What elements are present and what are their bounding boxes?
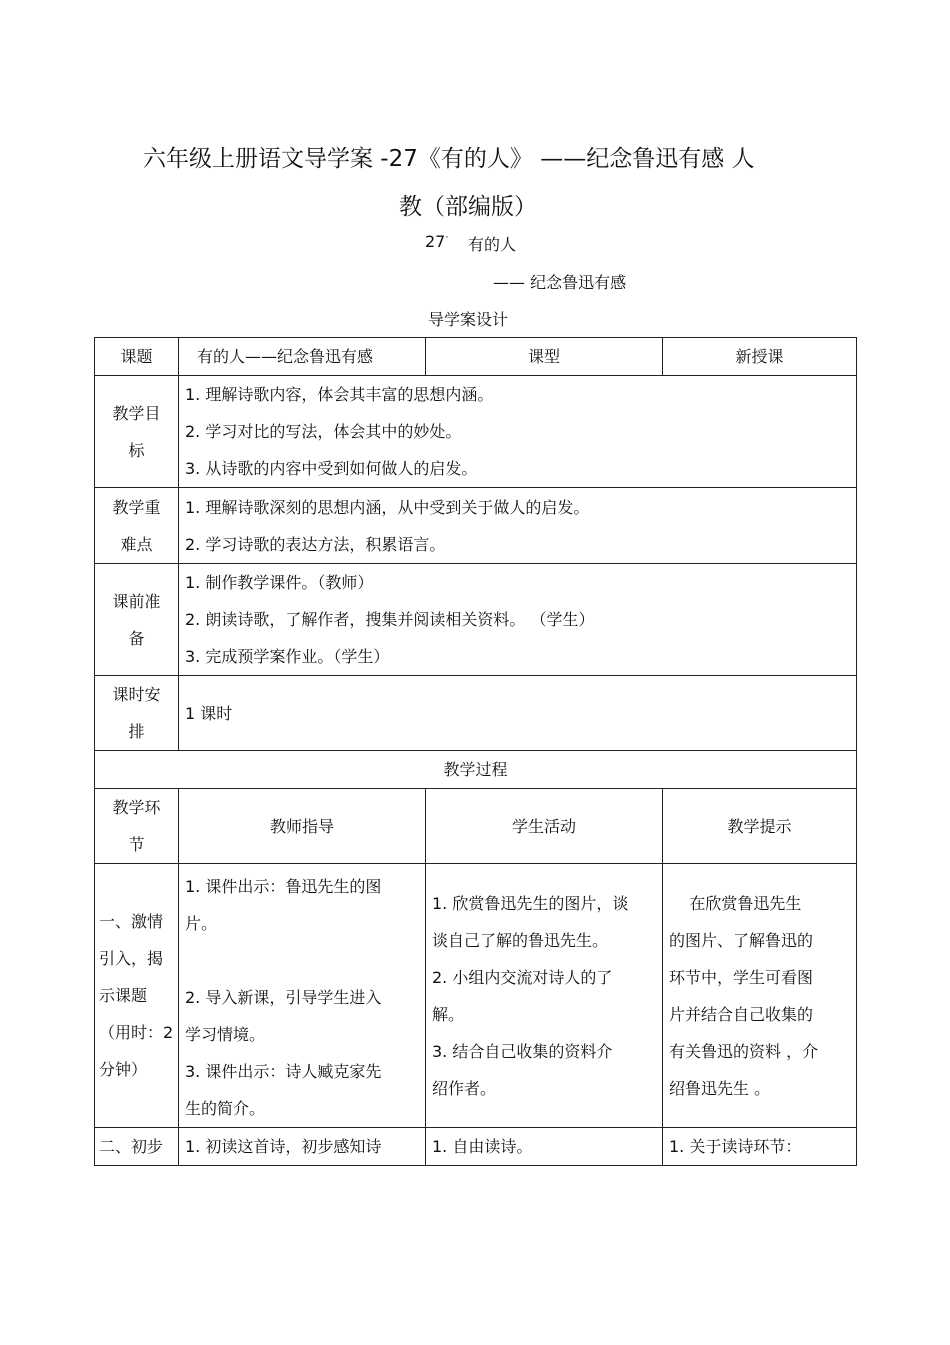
tips-col-header: 教学提示 bbox=[663, 789, 857, 864]
key-item: 1. 理解诗歌深刻的思想内涵，从中受到关于做人的启发。 bbox=[185, 497, 590, 517]
key-label: 教学重 难点 bbox=[95, 488, 179, 564]
prep-label: 课前准 备 bbox=[95, 564, 179, 676]
student-col-header: 学生活动 bbox=[426, 789, 663, 864]
row-stage2 bbox=[95, 1128, 857, 1166]
teacher-col-header: 教师指导 bbox=[179, 789, 426, 864]
stage2-tips: 1. 关于读诗环节： bbox=[663, 1128, 857, 1166]
key-content bbox=[179, 488, 857, 564]
lesson-plan-table bbox=[94, 337, 857, 1166]
goal-item: 1. 理解诗歌内容，体会其丰富的思想内涵。 bbox=[185, 385, 494, 404]
time-label: 课时安 排 bbox=[95, 676, 179, 751]
row-time bbox=[95, 676, 857, 751]
type-label: 课型 bbox=[426, 338, 663, 376]
stage-col-header: 教学环 节 bbox=[95, 789, 179, 864]
type-value: 新授课 bbox=[663, 338, 857, 376]
prep-item: 2. 朗读诗歌，了解作者，搜集并阅读相关资料。 （学生） bbox=[185, 610, 595, 629]
goals-content bbox=[179, 376, 857, 488]
lesson-title: 有的人 bbox=[468, 235, 517, 254]
row-stage1 bbox=[95, 864, 857, 1128]
row-process-header bbox=[95, 789, 857, 864]
prep-item: 1. 制作教学课件。（教师） bbox=[185, 573, 374, 592]
goal-item: 2. 学习对比的写法，体会其中的妙处。 bbox=[185, 422, 462, 441]
key-item: 2. 学习诗歌的表达方法，积累语言。 bbox=[185, 534, 446, 554]
time-value: 1 课时 bbox=[179, 676, 857, 751]
topic-value: 有的人——纪念鲁迅有感 bbox=[179, 338, 426, 376]
stage1-student: 1. 欣赏鲁迅先生的图片，谈 谈自己了解的鲁迅先生。 2. 小组内交流对诗人的了 解。 3. 结合自己收集的资料介 绍作者。 bbox=[426, 864, 663, 1128]
doc-title-line1: 六年级上册语文导学案 -27《有的人》 ——纪念鲁迅有感 人 bbox=[143, 146, 755, 172]
stage2-teacher: 1. 初读这首诗，初步感知诗 bbox=[179, 1128, 426, 1166]
prep-item: 3. 完成预学案作业。（学生） bbox=[185, 647, 390, 666]
lesson-subtitle: —— 纪念鲁迅有感 bbox=[493, 273, 627, 292]
goals-label: 教学目 标 bbox=[95, 376, 179, 488]
stage1-teacher: 1. 课件出示：鲁迅先生的图 片。 2. 导入新课，引导学生进入 学习情境。 3. 课件出示：诗人臧克家先 生的简介。 bbox=[179, 864, 426, 1128]
row-topic bbox=[95, 338, 857, 376]
stage2-label: 二、初步 bbox=[95, 1128, 179, 1166]
topic-label: 课题 bbox=[95, 338, 179, 376]
row-process-heading bbox=[95, 751, 857, 789]
stage1-label: 一、激情 引入，揭 示课题 （用时：2 分钟） bbox=[95, 864, 179, 1128]
prep-content bbox=[179, 564, 857, 676]
design-heading: 导学案设计 bbox=[428, 310, 509, 329]
goal-item: 3. 从诗歌的内容中受到如何做人的启发。 bbox=[185, 459, 478, 478]
lesson-number: 27· bbox=[425, 232, 449, 251]
row-prep bbox=[95, 564, 857, 676]
stage1-tips: 在欣赏鲁迅先生 的图片、了解鲁迅的 环节中，学生可看图 片并结合自己收集的 有关鲁迅的资料 ，介 绍鲁迅先生 。 bbox=[663, 864, 857, 1128]
row-key-points bbox=[95, 488, 857, 564]
doc-title-line2: 教（部编版） bbox=[399, 194, 537, 220]
process-heading: 教学过程 bbox=[95, 751, 857, 789]
stage2-student: 1. 自由读诗。 bbox=[426, 1128, 663, 1166]
row-goals bbox=[95, 376, 857, 488]
